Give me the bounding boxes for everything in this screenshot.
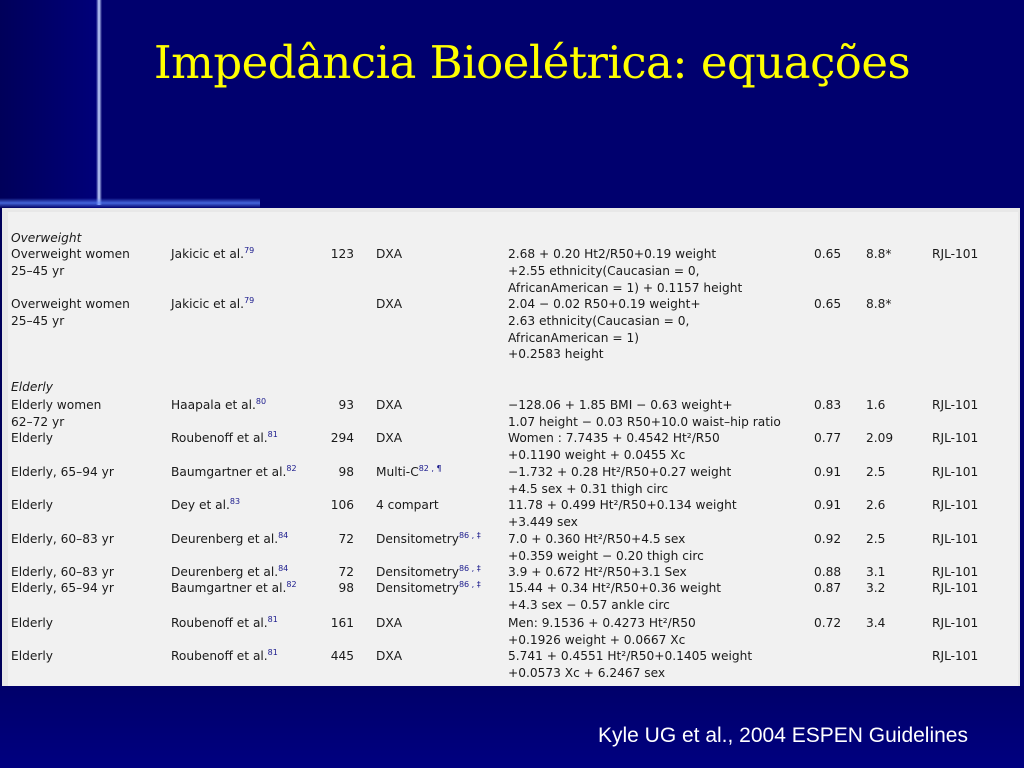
population-cell: Elderly, 60–83 yr xyxy=(11,565,114,579)
r-value-cell: 0.87 xyxy=(814,581,842,595)
device-cell: RJL-101 xyxy=(932,431,979,445)
device-cell: RJL-101 xyxy=(932,532,979,546)
method-name: Densitometry xyxy=(376,532,459,546)
reference-author: Baumgartner et al. xyxy=(171,465,287,479)
reference-number: 79 xyxy=(244,296,255,305)
population-cell: Elderly xyxy=(11,649,53,663)
method-cell xyxy=(376,615,402,631)
see-cell: 8.8* xyxy=(866,247,892,261)
equation-line: 5.741 + 0.4551 Ht²/R50+0.1405 weight xyxy=(508,649,753,663)
reference-cell xyxy=(171,296,254,312)
reference-cell xyxy=(171,464,297,480)
see-cell: 1.6 xyxy=(866,398,886,412)
population-cell: Elderly, 65–94 yr xyxy=(11,465,114,479)
reference-cell xyxy=(171,531,288,547)
method-reference: 86 , ‡ xyxy=(458,580,481,589)
r-value-cell: 0.91 xyxy=(814,465,842,479)
r-value-cell: 0.91 xyxy=(814,498,842,512)
see-cell: 2.5 xyxy=(866,532,886,546)
method-cell xyxy=(376,580,481,596)
device-cell: RJL-101 xyxy=(932,649,979,663)
method-name: 4 compart xyxy=(376,498,439,512)
method-name: DXA xyxy=(376,297,403,311)
equation-line: Women : 7.7435 + 0.4542 Ht²/R50 xyxy=(508,431,720,445)
sample-size-cell: 72 xyxy=(338,565,354,579)
reference-author: Deurenberg et al. xyxy=(171,532,279,546)
reference-author: Haapala et al. xyxy=(171,398,256,412)
see-cell: 2.6 xyxy=(866,498,886,512)
sample-size-cell: 98 xyxy=(338,581,354,595)
equation-line: Men: 9.1536 + 0.4273 Ht²/R50 xyxy=(508,616,696,630)
equation-line: 2.68 + 0.20 Ht2/R50+0.19 weight xyxy=(508,247,717,261)
r-value-cell: 0.72 xyxy=(814,616,842,630)
method-cell xyxy=(376,246,402,262)
reference-cell xyxy=(171,648,278,664)
method-cell xyxy=(376,648,402,664)
reference-number: 84 xyxy=(278,564,289,573)
sample-size-cell: 106 xyxy=(330,498,354,512)
device-cell: RJL-101 xyxy=(932,398,979,412)
method-name: Densitometry xyxy=(376,565,459,579)
reference-number: 81 xyxy=(267,648,278,657)
reference-author: Dey et al. xyxy=(171,498,230,512)
method-cell xyxy=(376,564,481,580)
reference-number: 84 xyxy=(278,531,289,540)
reference-author: Baumgartner et al. xyxy=(171,581,287,595)
method-cell xyxy=(376,430,402,446)
method-cell xyxy=(376,296,402,312)
reference-cell xyxy=(171,397,266,413)
see-cell: 3.2 xyxy=(866,581,886,595)
equation-line: +0.1190 weight + 0.0455 Xc xyxy=(508,447,686,462)
see-cell: 3.4 xyxy=(866,616,886,630)
equation-line: 11.78 + 0.499 Ht²/R50+0.134 weight xyxy=(508,498,737,512)
sample-size-cell: 161 xyxy=(330,616,354,630)
reference-cell xyxy=(171,497,240,513)
device-cell: RJL-101 xyxy=(932,498,979,512)
reference-author: Roubenoff et al. xyxy=(171,616,268,630)
r-value-cell: 0.92 xyxy=(814,532,842,546)
equation-line: +4.5 sex + 0.31 thigh circ xyxy=(508,481,669,496)
method-name: DXA xyxy=(376,247,403,261)
equation-line: 1.07 height − 0.03 R50+10.0 waist–hip ratio xyxy=(508,414,781,429)
method-name: Densitometry xyxy=(376,581,459,595)
method-reference: 86 , ‡ xyxy=(458,564,481,573)
sample-size-cell: 98 xyxy=(338,465,354,479)
reference-author: Jakicic et al. xyxy=(171,247,245,261)
equation-line: +2.55 ethnicity(Caucasian = 0, xyxy=(508,263,700,278)
sample-size-cell: 93 xyxy=(338,398,354,412)
see-cell: 2.09 xyxy=(866,431,894,445)
device-cell: RJL-101 xyxy=(932,581,979,595)
see-cell: 3.1 xyxy=(866,565,886,579)
see-cell: 8.8* xyxy=(866,297,892,311)
equation-line: +0.0573 Xc + 6.2467 sex xyxy=(508,665,666,680)
method-reference: 82 , ¶ xyxy=(418,464,442,473)
reference-author: Jakicic et al. xyxy=(171,297,245,311)
reference-number: 82 xyxy=(286,580,297,589)
equation-line: +4.3 sex − 0.57 ankle circ xyxy=(508,597,670,612)
population-cell: Elderly women xyxy=(11,398,102,412)
equations-table xyxy=(2,208,1020,686)
horizontal-glow-line xyxy=(0,198,260,208)
device-cell: RJL-101 xyxy=(932,616,979,630)
reference-author: Roubenoff et al. xyxy=(171,649,268,663)
method-name: DXA xyxy=(376,616,403,630)
method-name: DXA xyxy=(376,431,403,445)
equation-line: −1.732 + 0.28 Ht²/R50+0.27 weight xyxy=(508,465,732,479)
reference-number: 80 xyxy=(255,397,267,406)
population-cell: Elderly xyxy=(11,498,53,512)
sample-size-cell: 123 xyxy=(330,247,354,261)
population-cell: Elderly, 65–94 yr xyxy=(11,581,114,595)
reference-author: Roubenoff et al. xyxy=(171,431,268,445)
reference-author: Deurenberg et al. xyxy=(171,565,279,579)
population-cell: 62–72 yr xyxy=(11,414,65,429)
equation-line: AfricanAmerican = 1) + 0.1157 height xyxy=(508,280,743,295)
equation-line: AfricanAmerican = 1) xyxy=(508,330,639,345)
population-cell: Elderly xyxy=(11,431,53,445)
reference-cell xyxy=(171,246,254,262)
r-value-cell: 0.65 xyxy=(814,247,842,261)
table-content xyxy=(8,212,1018,686)
device-cell: RJL-101 xyxy=(932,247,979,261)
reference-number: 79 xyxy=(244,246,255,255)
method-cell xyxy=(376,397,402,413)
reference-number: 83 xyxy=(229,497,241,506)
slide-title: Impedância Bioelétrica: equações xyxy=(153,36,911,89)
reference-number: 82 xyxy=(286,464,297,473)
sample-size-cell: 445 xyxy=(330,649,354,663)
section-elderly: Elderly xyxy=(11,380,53,394)
method-cell xyxy=(376,531,481,547)
equation-line: +0.1926 weight + 0.0667 Xc xyxy=(508,632,686,647)
population-cell: 25–45 yr xyxy=(11,313,65,328)
equation-line: 3.9 + 0.672 Ht²/R50+3.1 Sex xyxy=(508,565,687,579)
sample-size-cell: 294 xyxy=(330,431,354,445)
population-cell: Overweight women xyxy=(11,297,130,311)
equation-line: +0.2583 height xyxy=(508,347,604,362)
r-value-cell: 0.88 xyxy=(814,565,842,579)
device-cell: RJL-101 xyxy=(932,565,979,579)
method-cell xyxy=(376,464,442,480)
vertical-glow-line xyxy=(96,0,102,205)
reference-number: 81 xyxy=(267,615,278,624)
method-reference: 86 , ‡ xyxy=(458,531,481,540)
equation-line: 7.0 + 0.360 Ht²/R50+4.5 sex xyxy=(508,532,686,546)
see-cell: 2.5 xyxy=(866,465,886,479)
equation-line: 15.44 + 0.34 Ht²/R50+0.36 weight xyxy=(508,581,722,595)
equation-line: −128.06 + 1.85 BMI − 0.63 weight+ xyxy=(508,398,733,412)
population-cell: Elderly xyxy=(11,616,53,630)
reference-cell xyxy=(171,430,278,446)
population-cell: 25–45 yr xyxy=(11,263,65,278)
equation-line: +3.449 sex xyxy=(508,514,578,529)
method-name: DXA xyxy=(376,398,403,412)
device-cell: RJL-101 xyxy=(932,465,979,479)
reference-cell xyxy=(171,564,288,580)
reference-number: 81 xyxy=(267,430,278,439)
r-value-cell: 0.77 xyxy=(814,431,842,445)
method-cell xyxy=(376,497,439,513)
method-name: DXA xyxy=(376,649,403,663)
equation-line: 2.63 ethnicity(Caucasian = 0, xyxy=(508,313,690,328)
section-overweight: Overweight xyxy=(11,231,82,245)
population-cell: Overweight women xyxy=(11,247,130,261)
r-value-cell: 0.83 xyxy=(814,398,842,412)
r-value-cell: 0.65 xyxy=(814,297,842,311)
equation-line: 2.04 − 0.02 R50+0.19 weight+ xyxy=(508,297,701,311)
citation-footer: Kyle UG et al., 2004 ESPEN Guidelines xyxy=(597,724,968,747)
method-name: Multi-C xyxy=(376,465,419,479)
population-cell: Elderly, 60–83 yr xyxy=(11,532,114,546)
equation-line: +0.359 weight − 0.20 thigh circ xyxy=(508,548,704,563)
sample-size-cell: 72 xyxy=(338,532,354,546)
reference-cell xyxy=(171,615,278,631)
reference-cell xyxy=(171,580,297,596)
